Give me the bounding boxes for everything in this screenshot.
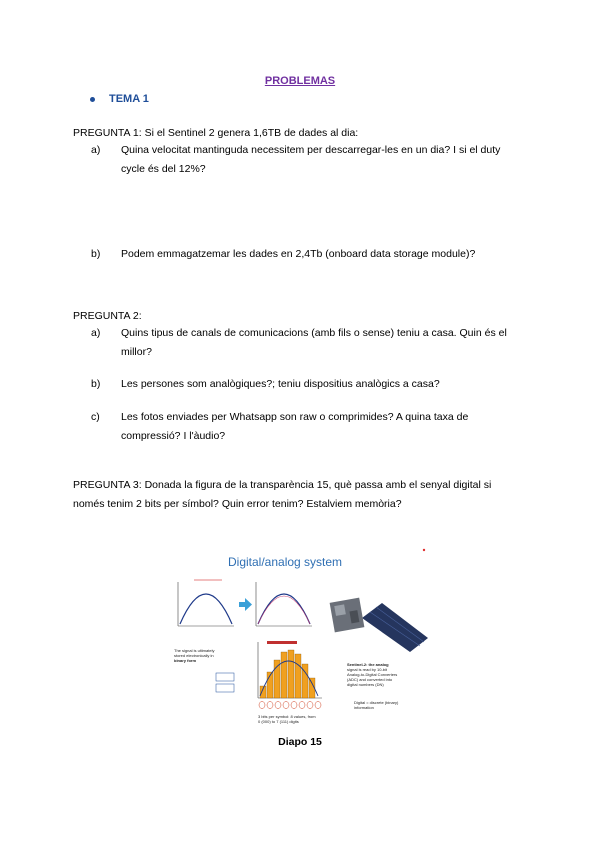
figure-right-note-2: Digital = discrete (binary) information [354,700,399,710]
sampled-curve-plot [256,582,312,626]
question-2a [91,324,521,362]
analog-curve-plot [178,580,234,626]
item-label: b) [91,248,101,260]
figure-bottom-note: 3 bits per symbol: 8 values, from 0 (000) to 7 (111) digits [258,714,316,724]
question-1: PREGUNTA 1: Si el Sentinel 2 genera 1,6TB de dades al dia: [73,127,359,139]
satellite-image [330,598,428,652]
topic-label: TEMA 1 [109,93,149,105]
quantized-bar-chart [216,641,322,698]
item-text: Podem emmagatzemar les dades en 2,4Tb (onboard data storage module)? [121,248,476,260]
figure-right-note: Sentinel-2: the analog signal is read by 10-bit Analog-to-Digital Converters (ADC) and converted into digital numbers (DN) [347,662,398,687]
item-label: c) [91,411,100,423]
figure-caption: Diapo 15 [278,736,322,748]
question-3: PREGUNTA 3: Donada la figura de la transparència 15, què passa amb el senyal digital si només tenim 2 bits per símbol? Quin error tenim? Estalviem memòria? [73,479,492,510]
question-1a [91,141,521,179]
question-2c [91,408,521,446]
item-text: Quins tipus de canals de comunicacions (amb fils o sense) teniu a casa. Quin és el millor? [121,327,507,358]
item-label: b) [91,378,101,390]
item-text: Les fotos enviades per Whatsapp son raw o comprimides? A quina taxa de compressió? I l'àudio? [121,411,469,442]
figure-left-note: The signal is ultimately stored electronically in binary form [174,648,215,663]
question-1b [91,245,521,264]
item-text: Quina velocitat mantinguda necessitem per descarregar-les en un dia? I si el duty cycle és del 12%? [121,144,501,175]
digital-analog-figure [172,548,428,732]
page-title: PROBLEMAS [264,75,336,87]
item-label: a) [91,144,101,156]
topic-bullet [88,93,149,105]
question-2b [91,375,521,394]
item-text: Les persones som analògiques?; teniu dispositius analògics a casa? [121,378,440,390]
binary-code-ovals [259,702,321,709]
bullet-icon [90,97,95,102]
arrow-icon [239,598,252,611]
question-2: PREGUNTA 2: [73,310,142,322]
red-dot-icon [423,549,425,551]
item-label: a) [91,327,101,339]
figure-title: Digital/analog system [228,555,343,569]
